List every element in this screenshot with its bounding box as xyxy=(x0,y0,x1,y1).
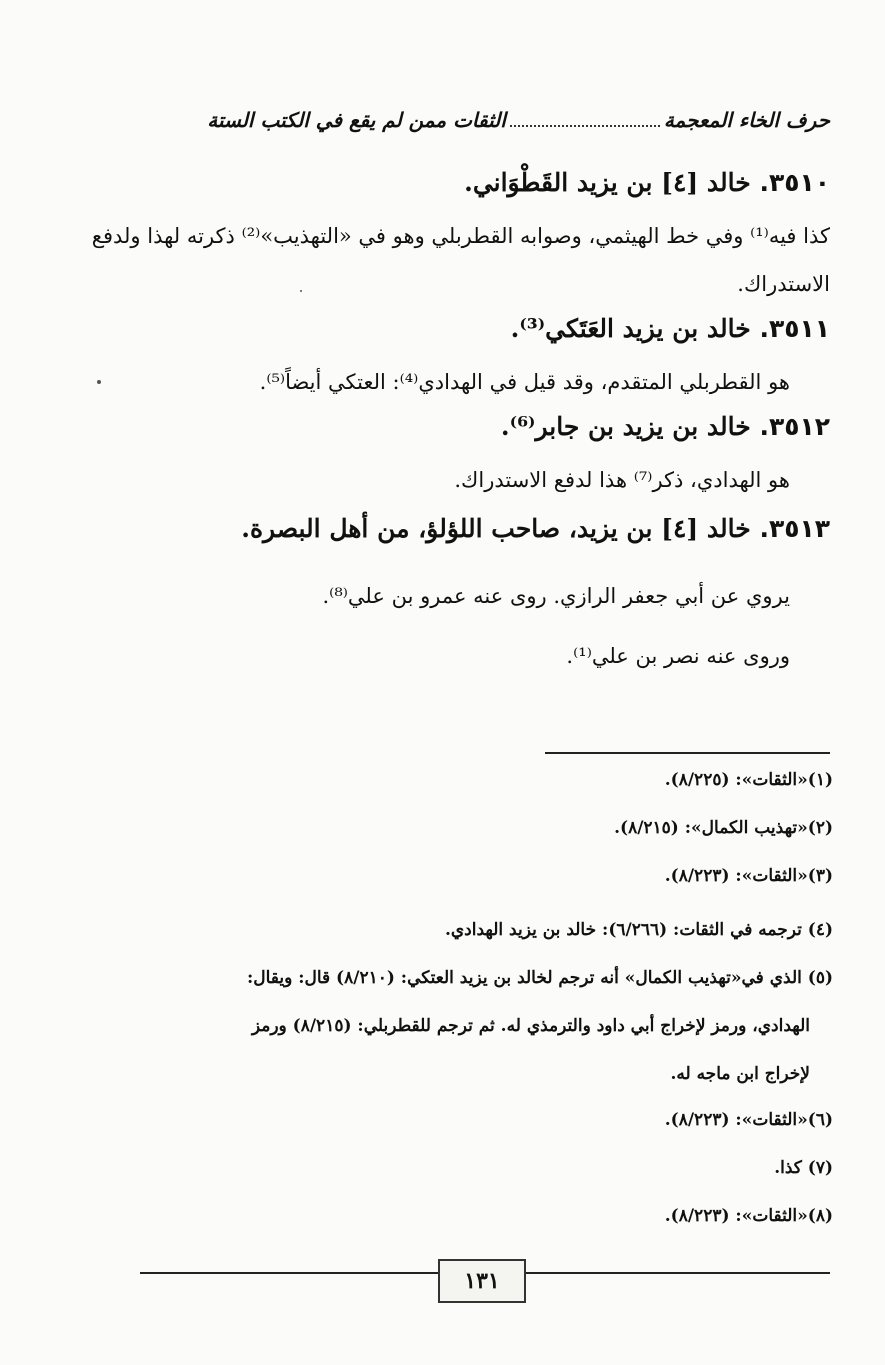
entry-paragraph: يروي عن أبي جعفر الرازي. روى عنه عمرو بن علي⁽⁸⁾. xyxy=(322,584,790,608)
entry-paragraph: وروى عنه نصر بن علي⁽¹⁾. xyxy=(566,644,790,668)
entry-paragraph: هو الهدادي، ذكر⁽⁷⁾ هذا لدفع الاستدراك. xyxy=(454,468,790,492)
header-dots xyxy=(510,124,660,127)
bottom-rule-left xyxy=(140,1272,438,1274)
entry-name: خالد [٤] بن يزيد، صاحب اللؤلؤ، من أهل البصرة. xyxy=(241,514,751,543)
entry-title-3512 xyxy=(501,412,830,441)
footnote-5-line-2: الهدادي، ورمز لإخراج أبي داود والترمذي له. ثم ترجم للقطربلي: (٨/٢١٥) ورمز xyxy=(251,1016,810,1036)
footnote-2: (٢)«تهذيب الكمال»: (٨/٢١٥). xyxy=(614,818,833,838)
footnote-separator xyxy=(545,752,830,754)
footnote-3: (٣)«الثقات»: (٨/٢٢٣). xyxy=(664,866,833,886)
entry-paragraph: هو القطربلي المتقدم، وقد قيل في الهدادي⁽⁴⁾: العتكي أيضاً⁽⁵⁾. xyxy=(259,370,790,394)
entry-paragraph: كذا فيه⁽¹⁾ وفي خط الهيثمي، وصوابه القطربلي وهو في «التهذيب»⁽²⁾ ذكرته لهذا ولدفع الاستدراك. xyxy=(91,224,830,296)
page-number: ١٣١ xyxy=(438,1259,526,1303)
footnote-4: (٤) ترجمه في الثقات: (٦/٢٦٦): خالد بن يزيد الهدادي. xyxy=(444,920,833,940)
entry-title-3513 xyxy=(241,514,830,543)
header-section: حرف الخاء المعجمة xyxy=(663,108,830,132)
footnote-5: (٥) الذي في«تهذيب الكمال» أنه ترجم لخالد بن يزيد العتكي: (٨/٢١٠) قال: ويقال: xyxy=(246,968,833,988)
entry-title-3510 xyxy=(464,168,830,197)
entry-number: ٣٥١٣. xyxy=(759,514,830,543)
entry-title-3511 xyxy=(511,314,830,343)
header-book: الثقات ممن لم يقع في الكتب الستة xyxy=(207,108,506,132)
entry-name: خالد بن يزيد العَتَكي⁽³⁾. xyxy=(510,314,751,343)
entry-number: ٣٥١٢. xyxy=(759,412,830,441)
entry-name: خالد بن يزيد بن جابر⁽⁶⁾. xyxy=(500,412,751,441)
entry-number: ٣٥١٠. xyxy=(759,168,830,197)
entry-number: ٣٥١١. xyxy=(759,314,830,343)
footnote-8: (٨)«الثقات»: (٨/٢٢٣). xyxy=(664,1206,833,1226)
scan-speck xyxy=(97,380,101,384)
footnote-6: (٦)«الثقات»: (٨/٢٢٣). xyxy=(664,1110,833,1130)
entry-name: خالد [٤] بن يزيد القَطْوَاني. xyxy=(464,168,751,197)
running-header xyxy=(85,108,830,144)
scan-speck xyxy=(300,290,302,292)
footnote-1: (١)«الثقات»: (٨/٢٢٥). xyxy=(664,770,833,790)
bottom-rule-right xyxy=(525,1272,830,1274)
footnote-7: (٧) كذا. xyxy=(774,1158,833,1178)
footnote-5-line-3: لإخراج ابن ماجه له. xyxy=(670,1064,810,1084)
